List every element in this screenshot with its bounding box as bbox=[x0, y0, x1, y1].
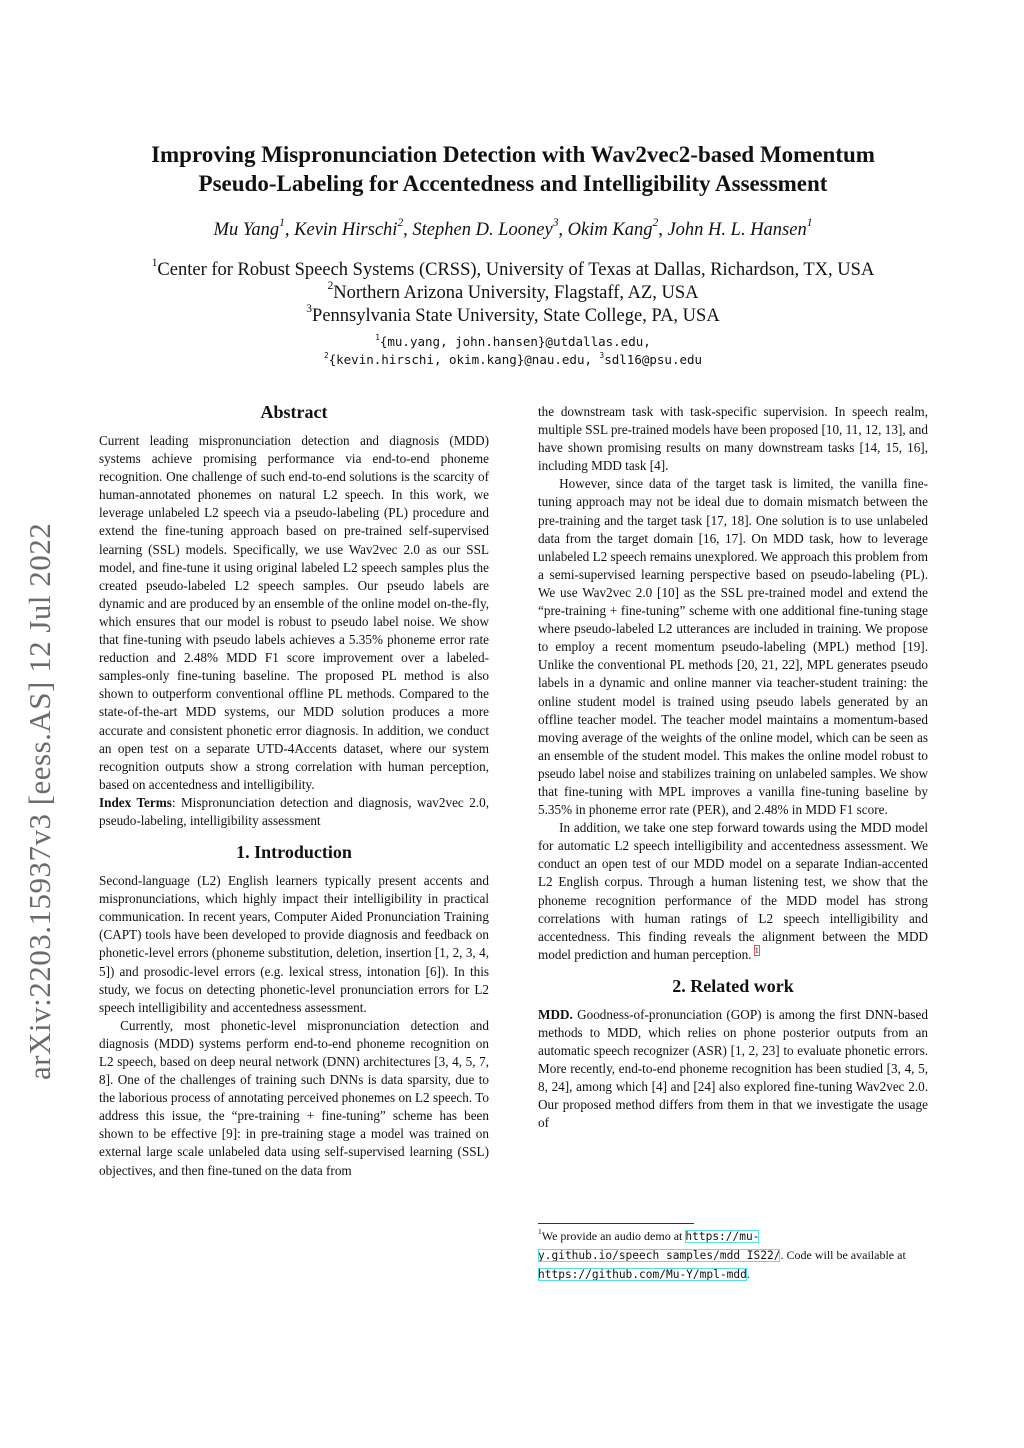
email-text: sdl16@psu.edu bbox=[604, 352, 703, 367]
arxiv-identifier: arXiv:2203.15937v3 [eess.AS] 12 Jul 2022 bbox=[22, 522, 57, 1080]
title-line-1: Improving Mispronunciation Detection with Wav2vec2-based Momentum bbox=[151, 142, 875, 167]
demo-link[interactable]: https://mu-y.github.io/speech_samples/mdd_IS22/ bbox=[538, 1230, 781, 1262]
related-text: Goodness-of-pronunciation (GOP) is among the first DNN-based methods to MDD, which relies on phone posterior outputs from an automatic speech recognizer (ASR) [1, 2, 23] to evaluate phonetic errors. More recently, end-to-end phoneme recognition has been studied [3, 4, 5, 8, 24], among which [4] and [24] also explored fine-tuning Wav2vec 2.0. Our proposed method differs from them in that we investigate the usage of bbox=[538, 1006, 928, 1131]
affiliation-number: 2 bbox=[327, 280, 334, 293]
footnote-number: 1 bbox=[538, 1226, 542, 1236]
author-list: Mu Yang$^1$, Kevin Hirschi$^2$, Stephen D. Looney$^3$, Okim Kang$^2$, John H. L. Hansen$^1$ bbox=[213, 217, 813, 240]
author-name: Kevin Hirschi bbox=[294, 220, 398, 240]
author-affiliation-mark: 1 bbox=[806, 217, 813, 230]
author-name: Mu Yang bbox=[213, 220, 280, 240]
related-paragraph bbox=[538, 1006, 928, 1133]
email-line-2 bbox=[90, 351, 936, 369]
affiliation-text: Northern Arizona University, Flagstaff, AZ, USA bbox=[333, 283, 699, 303]
email-affiliation-mark: 2 bbox=[323, 350, 329, 360]
related-work-heading: 2. Related work bbox=[672, 975, 794, 996]
footnote bbox=[538, 1227, 930, 1284]
affiliation-line bbox=[90, 282, 936, 305]
intro-paragraph-4: However, since data of the target task is limited, the vanilla fine-tuning approach may not be ideal due to domain mismatch between the pre-training and the target task [17, 18]. One solution is to use unlabeled data from the target domain [16, 17]. On MDD task, how to leverage unlabeled L2 speech remains unexplored. We approach this problem from a semi-supervised learning perspective based on pseudo-labeling (PL). We use Wav2vec 2.0 [10] as the SSL pre-trained model and extend the “pre-training + fine-tuning” scheme with one additional fine-tuning stage where pseudo-labeled L2 utterances are included in training. We propose to employ a recent momentum pseudo-labeling (MPL) method [19]. Unlike the conventional PL methods [20, 21, 22], MPL generates pseudo labels in a dynamic and online manner via teacher-student training: the online student model is trained using pseudo labels generated by an offline teacher model. The teacher model maintains a momentum-based moving average of the weights of the online model, which can be seen as an ensemble of the student model. This makes the online model robust to pseudo label noise and stabilizes training on unlabeled samples. We show that fine-tuning with MPL improves a vanilla fine-tuning baseline by 5.35% in phoneme error rate (PER), and 2.48% in MDD F1 score. bbox=[538, 476, 928, 818]
author-name: John H. L. Hansen bbox=[667, 220, 807, 240]
footnote-text: We provide an audio demo at bbox=[541, 1229, 686, 1243]
abstract-text: Current leading mispronunciation detection and diagnosis (MDD) systems achieve promising performance via end-to-end phoneme recognition. One challenge of such end-to-end solutions is the scarcity of human-annotated phonemes on natural L2 speech. In this work, we leverage unlabeled L2 speech via a pseudo-labeling (PL) procedure and extend the fine-tuning approach based on pre-trained self-supervised learning (SSL) models. Specifically, we use Wav2vec 2.0 as our SSL model, and fine-tune it using original labeled L2 speech samples plus the created pseudo-labeled L2 speech samples. Our pseudo labels are dynamic and are produced by an ensemble of the online model on-the-fly, which ensures that our model is robust to pseudo label noise. We show that fine-tuning with pseudo labels achieves a 5.35% phoneme error rate reduction and 2.48% MDD F1 score improvement over a labeled-samples-only fine-tuning baseline. The proposed PL method is also shown to outperform conventional offline PL methods. Compared to the state-of-the-art MDD systems, our MDD solution produces a more accurate and consistent phonetic error diagnosis. In addition, we conduct an open test on a separate UTD-4Accents dataset, where our system recognition outputs show a strong correlation with human perception, based on accentedness and intelligibility. bbox=[99, 433, 489, 792]
left-column bbox=[99, 400, 489, 1180]
affiliation-text: Pennsylvania State University, State College, PA, USA bbox=[312, 306, 720, 326]
intro-paragraph-1: Second-language (L2) English learners typically present accents and mispronunciations, which highly impact their intelligibility in practical communication. In recent years, Computer Aided Pronunciation Training (CAPT) tools have been developed to provide diagnosis and feedback on phonetic-level errors (phoneme substitution, deletion, insertion [1, 2, 3, 4, 5]) and prosodic-level errors (e.g. lexical stress, intonation [6]). In this study, we focus on detecting phonetic-level pronunciation errors for L2 speech intelligibility and accentedness assessment. bbox=[99, 873, 489, 1015]
author-name: Stephen D. Looney bbox=[412, 220, 553, 240]
email-line-1 bbox=[90, 333, 936, 351]
title-line-2: Pseudo-Labeling for Accentedness and Intelligibility Assessment bbox=[198, 171, 828, 196]
affiliation-text: Center for Robust Speech Systems (CRSS), University of Texas at Dallas, Richardson, TX, USA bbox=[157, 260, 875, 280]
affiliation-list bbox=[90, 259, 936, 328]
affiliation-line bbox=[90, 305, 936, 328]
email-text: {mu.yang, john.hansen}@utdallas.edu, bbox=[379, 334, 651, 349]
author-affiliation-mark: 2 bbox=[652, 217, 659, 230]
introduction-heading: 1. Introduction bbox=[236, 842, 352, 863]
intro-paragraph-3: the downstream task with task-specific supervision. In speech realm, multiple SSL pre-trained models have been proposed [10, 11, 12, 13], and have shown promising results on many downstream tasks [14, 15, 16], including MDD task [4]. bbox=[538, 404, 928, 474]
index-terms-text: : Mispronunciation detection and diagnosis, wav2vec 2.0, pseudo-labeling, intelligibility assessment bbox=[99, 794, 489, 828]
paper-title bbox=[100, 140, 926, 198]
author-affiliation-mark: 2 bbox=[397, 217, 404, 230]
email-affiliation-mark: 1 bbox=[375, 332, 380, 342]
affiliation-line bbox=[90, 259, 936, 282]
intro-paragraph-5 bbox=[538, 819, 928, 964]
footnote-link[interactable]: 1 bbox=[754, 946, 759, 956]
index-terms-label: Index Terms bbox=[99, 794, 172, 810]
footnote-text: . bbox=[746, 1267, 750, 1281]
author-name: Okim Kang bbox=[567, 220, 653, 240]
email-list bbox=[90, 333, 936, 369]
index-terms bbox=[99, 794, 489, 830]
intro-paragraph-2: Currently, most phonetic-level mispronunciation detection and diagnosis (MDD) systems perform end-to-end phoneme recognition on L2 speech, based on deep neural network (DNN) architectures [3, 4, 5, 7, 8]. One of the challenges of training such DNNs is data sparsity, due to the laborious process of annotating perceived phonemes on L2 speech. To address this issue, the “pre-training + fine-tuning” scheme has been shown to be effective [9]: in pre-training stage a model was trained on external large scale unlabeled data using self-supervised learning (SSL) objectives, and then fine-tuned on the data from bbox=[99, 1017, 489, 1178]
footnote-text: . Code will be available at bbox=[780, 1248, 906, 1262]
code-link[interactable]: https://github.com/Mu-Y/mpl-mdd bbox=[538, 1268, 747, 1281]
footnote-divider bbox=[538, 1223, 694, 1224]
email-affiliation-mark: 3 bbox=[599, 350, 605, 360]
affiliation-number: 1 bbox=[151, 257, 158, 270]
email-text: {kevin.hirschi, okim.kang}@nau.edu, bbox=[328, 352, 600, 367]
right-column bbox=[538, 403, 928, 1133]
affiliation-number: 3 bbox=[306, 303, 313, 316]
abstract-heading: Abstract bbox=[260, 402, 328, 422]
author-affiliation-mark: 1 bbox=[279, 217, 285, 230]
intro-paragraph-5-text: In addition, we take one step forward towards using the MDD model for automatic L2 speech intelligibility and accentedness assessment. We conduct an open test of our MDD model on a separate Indian-accented L2 English corpus. Through a human listening test, we show that the phoneme recognition performance of the MDD model has strong correlations with human ratings of L2 speech intelligibility and accentedness. This finding reveals the alignment between the MDD model prediction and human perception. bbox=[538, 820, 928, 962]
related-lead: MDD. bbox=[538, 1006, 573, 1022]
author-affiliation-mark: 3 bbox=[552, 217, 559, 230]
